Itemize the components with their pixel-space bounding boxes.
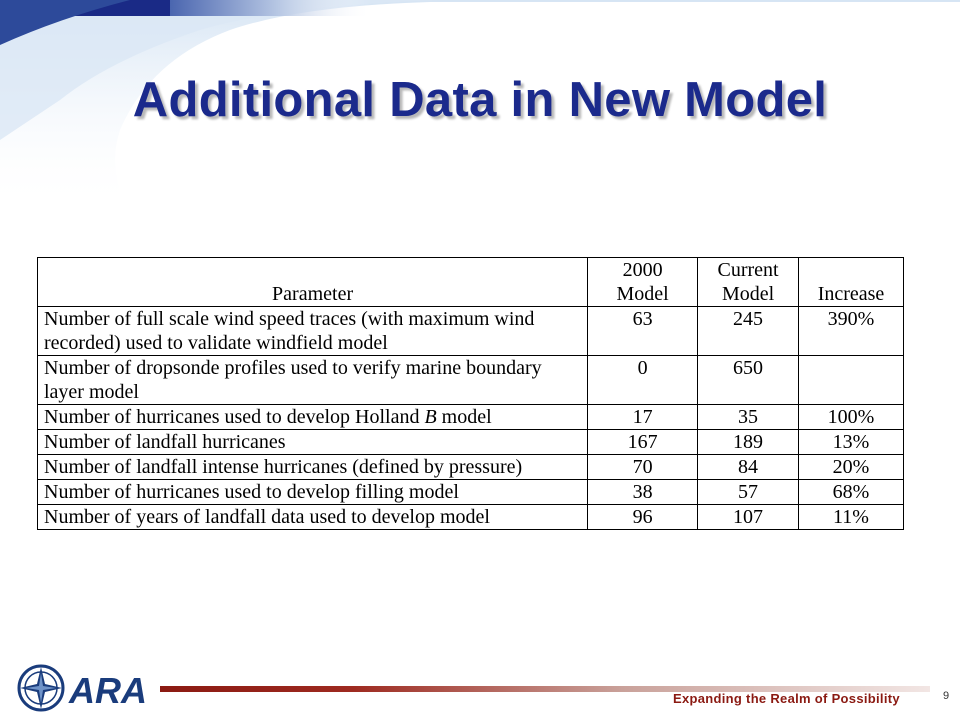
cell-2000-model: 0 xyxy=(588,356,698,405)
cell-parameter: Number of hurricanes used to develop filling model xyxy=(38,480,588,505)
cell-increase xyxy=(799,356,904,405)
cell-2000-model: 17 xyxy=(588,405,698,430)
tagline: Expanding the Realm of Possibility xyxy=(673,691,900,706)
cell-current-model: 57 xyxy=(698,480,799,505)
table-row xyxy=(38,455,904,480)
table-row xyxy=(38,505,904,530)
cell-2000-model: 38 xyxy=(588,480,698,505)
cell-current-model: 650 xyxy=(698,356,799,405)
ara-logo xyxy=(16,663,156,713)
table-row xyxy=(38,356,904,405)
data-table xyxy=(37,257,904,530)
cell-parameter: Number of landfall hurricanes xyxy=(38,430,588,455)
cell-increase: 100% xyxy=(799,405,904,430)
cell-increase: 68% xyxy=(799,480,904,505)
cell-increase: 13% xyxy=(799,430,904,455)
cell-increase: 20% xyxy=(799,455,904,480)
cell-increase: 390% xyxy=(799,307,904,356)
table-header-row xyxy=(38,258,904,307)
cell-parameter: Number of dropsonde profiles used to verify marine boundary layer model xyxy=(38,356,588,405)
table-row xyxy=(38,405,904,430)
cell-current-model: 107 xyxy=(698,505,799,530)
cell-current-model: 35 xyxy=(698,405,799,430)
cell-2000-model: 167 xyxy=(588,430,698,455)
cell-2000-model: 70 xyxy=(588,455,698,480)
cell-current-model: 84 xyxy=(698,455,799,480)
header-current-model: Current Model xyxy=(698,258,799,307)
table-row xyxy=(38,430,904,455)
page-number: 9 xyxy=(943,690,950,702)
logo-text: ARA xyxy=(69,670,147,711)
cell-parameter: Number of full scale wind speed traces (with maximum wind recorded) used to validate windfield model xyxy=(38,307,588,356)
cell-parameter: Number of years of landfall data used to develop model xyxy=(38,505,588,530)
cell-current-model: 189 xyxy=(698,430,799,455)
cell-parameter: Number of landfall intense hurricanes (defined by pressure) xyxy=(38,455,588,480)
cell-current-model: 245 xyxy=(698,307,799,356)
cell-2000-model: 63 xyxy=(588,307,698,356)
header-parameter: Parameter xyxy=(38,258,588,307)
table-row xyxy=(38,307,904,356)
table-row xyxy=(38,480,904,505)
cell-2000-model: 96 xyxy=(588,505,698,530)
slide-title: Additional Data in New Model xyxy=(132,73,828,127)
cell-parameter: Number of hurricanes used to develop Holland B model xyxy=(38,405,588,430)
header-2000-model: 2000 Model xyxy=(588,258,698,307)
header-increase: Increase xyxy=(799,258,904,307)
cell-increase: 11% xyxy=(799,505,904,530)
